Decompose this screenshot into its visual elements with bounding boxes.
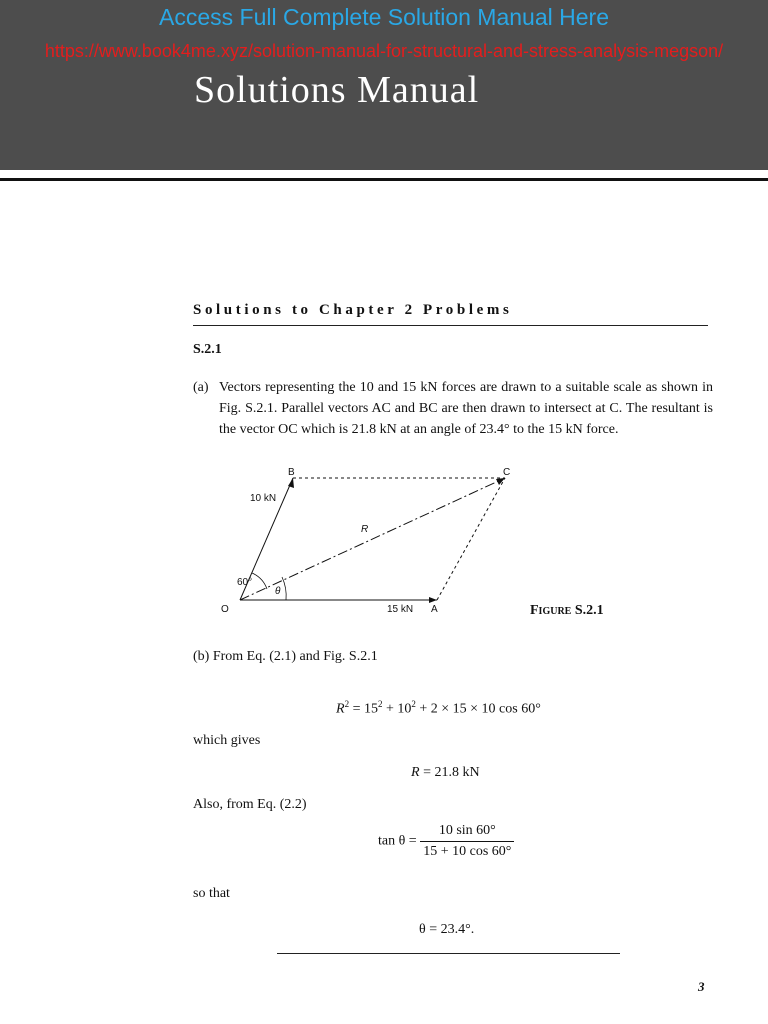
tan-theta-fraction: $\frac{10 \sin 60^\circ}{15 + 10 \cos 60^\circ}$ [420,823,514,860]
line-ac [437,478,505,600]
page-number: 3 [698,979,705,994]
chapter-heading: Solutions to Chapter 2 Problems [193,302,513,318]
label-o: O [221,604,229,615]
arrow-c [496,478,505,485]
solution-url-link[interactable]: https://www.book4me.xyz/solution-manual-for-structural-and-stress-analysis-megson/ [44,41,724,61]
equation-tan-theta: tan θ = $\frac{10 \sin 60^\circ}{15 + 10 \cos 60^\circ}$ [378,823,514,860]
so-that-text: so that [193,886,230,901]
theta-arc [282,577,286,600]
header-divider [0,178,768,181]
label-10kn: 10 kN [250,493,277,504]
part-a-label: (a) [193,380,209,395]
vector-diagram-figure [210,458,530,623]
manual-title: Solutions Manual [194,69,480,111]
which-gives-text: which gives [193,733,261,748]
part-b-intro: (b) From Eq. (2.1) and Fig. S.2.1 [193,649,378,664]
label-a: A [431,604,438,615]
figure-caption: Figure S.2.1 [530,603,604,618]
part-a-paragraph [193,377,713,440]
label-60-degree: 60° [237,577,253,588]
section-number: S.2.1 [193,342,222,357]
end-rule [277,953,620,954]
part-a-text: Vectors representing the 10 and 15 kN forces are drawn to a suitable scale as shown in Fig. S.2.1. Parallel vectors AC and BC are then drawn to intersect at C. The resultant is the vector OC which is 21.8 kN at an angle of 23.4° to the 15 kN force. [219,380,713,437]
label-b: B [288,467,295,478]
header-banner [0,0,768,170]
heading-rule [193,325,708,326]
label-r: R [361,524,369,535]
vector-oc-resultant [240,478,505,600]
label-c: C [503,467,511,478]
angle-60-arc [252,573,267,589]
equation-r-squared: $R^2 = 15^2 + 10^2 + 2 \times 15 \times 10$ cos 60° [336,699,541,717]
access-solution-link[interactable]: Access Full Complete Solution Manual Here [159,4,609,30]
also-from-text: Also, from Eq. (2.2) [193,797,307,812]
label-15kn: 15 kN [387,604,414,615]
equation-theta-value: θ = 23.4°. [419,922,475,937]
equation-r-value: R = 21.8 kN [411,765,480,780]
arrow-a [429,597,437,603]
label-theta: θ [275,586,281,597]
